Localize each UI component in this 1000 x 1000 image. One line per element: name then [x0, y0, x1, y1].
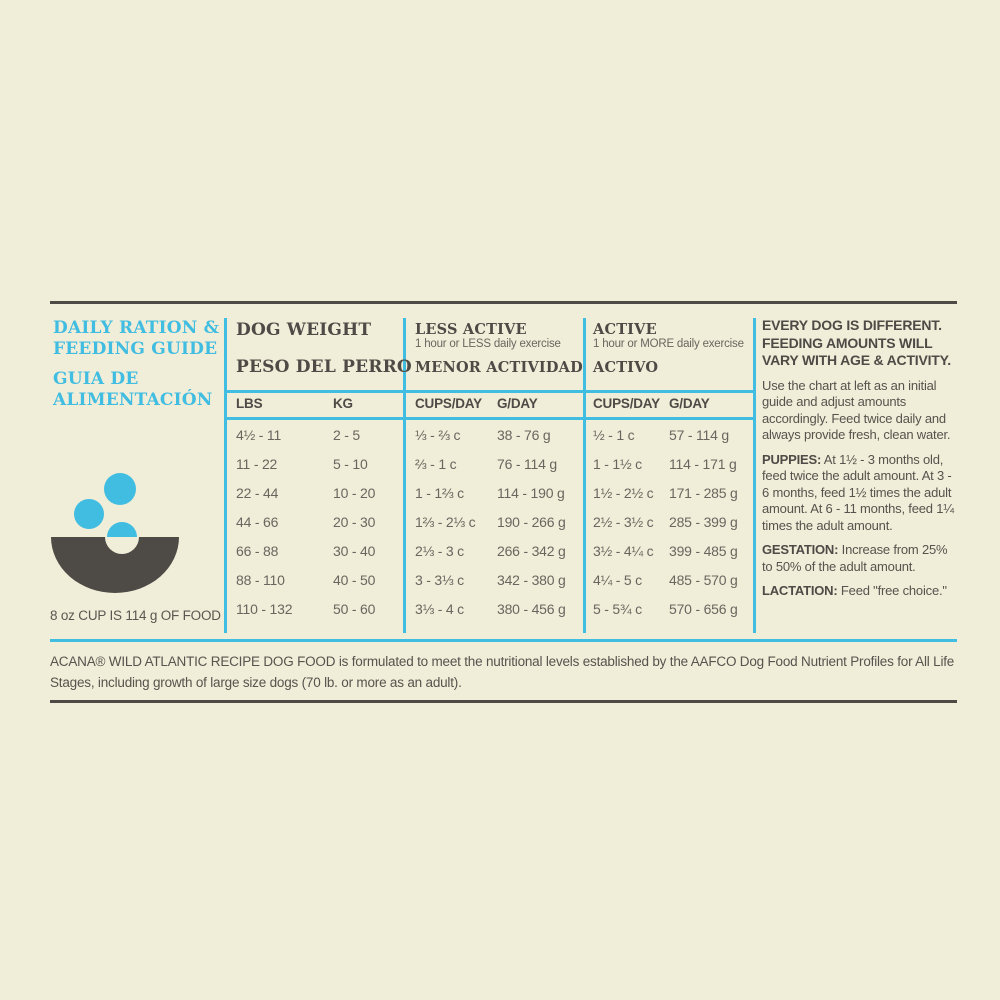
lactation-label: LACTATION: [762, 583, 838, 598]
active-header: ACTIVE [593, 321, 657, 338]
less-active-cups-value: 3 - 3⅓ c [415, 572, 464, 588]
kg-value: 20 - 30 [333, 514, 376, 530]
lbs-value: 110 - 132 [236, 601, 293, 617]
col-header-g-less-active: G/DAY [497, 396, 538, 411]
aafco-statement: ACANA® WILD ATLANTIC RECIPE DOG FOOD is formulated to meet the nutritional levels established by the AAFCO Dog Food Nutrient Profiles for All Life Stages, including growth of large size dogs (70 lb. or more as an adult). [50, 654, 955, 690]
kibble-dot-icon [74, 499, 104, 529]
advice-heading: EVERY DOG IS DIFFERENT. FEEDING AMOUNTS WILL VARY WITH AGE & ACTIVITY. [762, 317, 951, 368]
advice-puppies [762, 452, 959, 535]
less-active-grams-value: 266 - 342 g [497, 543, 566, 559]
kg-value: 50 - 60 [333, 601, 376, 617]
advice-column [762, 317, 959, 600]
less-active-cups-value: ⅔ - 1 c [415, 456, 457, 472]
kibble-dot-icon [107, 522, 137, 537]
gestation-label: GESTATION: [762, 542, 839, 557]
active-grams-value: 285 - 399 g [669, 514, 738, 530]
lbs-value: 44 - 66 [236, 514, 279, 530]
lbs-value: 4½ - 11 [236, 427, 282, 443]
active-grams-value: 114 - 171 g [669, 456, 737, 472]
table-row [224, 537, 756, 566]
active-header-es: ACTIVO [593, 359, 659, 376]
less-active-cups-value: ⅓ - ⅔ c [415, 427, 461, 443]
col-header-cups-active: CUPS/DAY [593, 396, 660, 411]
kibble-dot-icon [104, 473, 136, 505]
active-cups-value: 2½ - 3½ c [593, 514, 654, 530]
active-cups-value: 4¼ - 5 c [593, 572, 642, 588]
lbs-value: 22 - 44 [236, 485, 279, 501]
dog-weight-header: DOG WEIGHT [236, 320, 372, 340]
food-bowl-icon [50, 470, 180, 595]
active-grams-value: 399 - 485 g [669, 543, 738, 559]
puppies-label: PUPPIES: [762, 451, 822, 467]
kg-value: 10 - 20 [333, 485, 376, 501]
bowl-icon [51, 537, 179, 594]
less-active-grams-value: 76 - 114 g [497, 456, 558, 472]
table-row [224, 566, 756, 595]
table-bottom-rule [50, 639, 957, 642]
less-active-cups-value: 3⅓ - 4 c [415, 601, 464, 617]
gestation-text: Increase from 25% to 50% of the adult amount. [762, 542, 948, 574]
col-header-cups-less-active: CUPS/DAY [415, 396, 482, 411]
advice-gestation [762, 542, 959, 575]
lbs-value: 88 - 110 [236, 572, 285, 588]
lactation-text: Feed "free choice." [840, 583, 947, 598]
less-active-cups-value: 2⅓ - 3 c [415, 543, 464, 559]
table-row [224, 479, 756, 508]
bottom-rule [50, 700, 957, 703]
active-cups-value: ½ - 1 c [593, 427, 635, 443]
advice-intro: Use the chart at left as an initial guide and adjust amounts accordingly. Feed twice daily and always provide fresh, clean water. [762, 377, 951, 442]
cup-measure-note: 8 oz CUP IS 114 g OF FOOD [50, 608, 221, 623]
less-active-cups-value: 1⅔ - 2⅓ c [415, 514, 476, 530]
table-row [224, 421, 756, 450]
col-header-lbs: LBS [236, 396, 263, 411]
active-cups-value: 5 - 5¾ c [593, 601, 642, 617]
less-active-grams-value: 342 - 380 g [497, 572, 566, 588]
table-row [224, 450, 756, 479]
active-grams-value: 57 - 114 g [669, 427, 730, 443]
kg-value: 5 - 10 [333, 456, 368, 472]
kg-value: 40 - 50 [333, 572, 376, 588]
puppies-text: At 1½ - 3 months old, feed twice the adult amount. At 3 - 6 months, feed 1½ times the adult amount. At 6 - 11 months, feed 1¼ times the adult amount. [762, 451, 954, 533]
advice-lactation [762, 583, 959, 600]
table-subheader-rule [224, 417, 756, 420]
less-active-header: LESS ACTIVE [415, 321, 527, 338]
active-cups-value: 1½ - 2½ c [593, 485, 654, 501]
active-grams-value: 171 - 285 g [669, 485, 738, 501]
active-grams-value: 570 - 656 g [669, 601, 738, 617]
kg-value: 2 - 5 [333, 427, 361, 443]
dog-weight-header-es: PESO DEL PERRO [236, 357, 412, 377]
guide-title-block [53, 318, 221, 411]
table-header-rule [224, 390, 756, 393]
less-active-grams-value: 114 - 190 g [497, 485, 565, 501]
top-rule [50, 301, 957, 304]
kg-value: 30 - 40 [333, 543, 376, 559]
active-cups-value: 3½ - 4¼ c [593, 543, 654, 559]
table-row [224, 595, 756, 624]
lbs-value: 11 - 22 [236, 456, 278, 472]
less-active-grams-value: 380 - 456 g [497, 601, 566, 617]
guide-title-english: DAILY RATION & FEEDING GUIDE [53, 318, 220, 359]
col-header-kg: KG [333, 396, 353, 411]
col-header-g-active: G/DAY [669, 396, 710, 411]
less-active-header-es: MENOR ACTIVIDAD [415, 359, 583, 376]
active-cups-value: 1 - 1½ c [593, 456, 642, 472]
less-active-cups-value: 1 - 1⅔ c [415, 485, 464, 501]
active-subtitle: 1 hour or MORE daily exercise [593, 338, 744, 350]
less-active-grams-value: 38 - 76 g [497, 427, 551, 443]
less-active-grams-value: 190 - 266 g [497, 514, 566, 530]
table-row [224, 508, 756, 537]
guide-title-spanish: GUIA DE ALIMENTACIÓN [53, 369, 213, 410]
lbs-value: 66 - 88 [236, 543, 279, 559]
active-grams-value: 485 - 570 g [669, 572, 738, 588]
less-active-subtitle: 1 hour or LESS daily exercise [415, 338, 561, 350]
